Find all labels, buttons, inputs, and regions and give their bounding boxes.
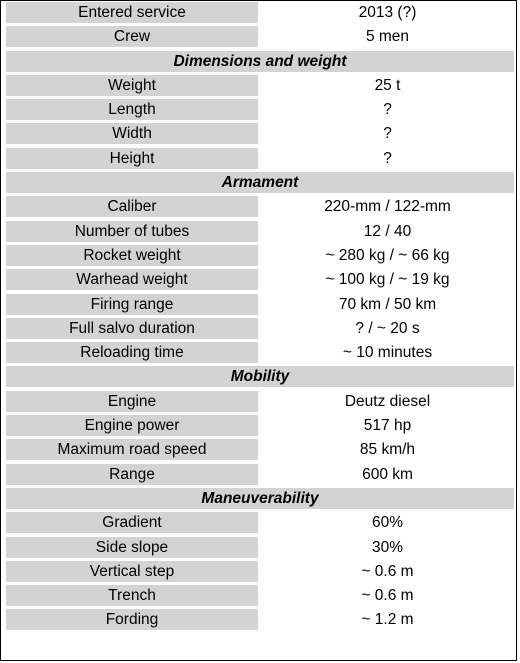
- row-value: 517 hp: [261, 415, 514, 436]
- table-row: [1, 583, 516, 607]
- row-value: ~ 10 minutes: [261, 342, 514, 363]
- row-value: 600 km: [261, 464, 514, 485]
- row-label: Caliber: [6, 196, 258, 217]
- row-label: Crew: [6, 26, 258, 47]
- row-value: ~ 100 kg / ~ 19 kg: [261, 269, 514, 290]
- table-row: [1, 194, 516, 218]
- row-label: Trench: [6, 585, 258, 606]
- table-row: [1, 389, 516, 413]
- section-title: Dimensions and weight: [6, 51, 514, 72]
- row-value: 2013 (?): [261, 2, 514, 23]
- row-value: ? / ~ 20 s: [261, 318, 514, 339]
- row-label: Fording: [6, 609, 258, 630]
- table-row: [1, 97, 516, 121]
- row-label: Warhead weight: [6, 269, 258, 290]
- table-row: [1, 510, 516, 534]
- row-value: ~ 0.6 m: [261, 585, 514, 606]
- row-label: Weight: [6, 75, 258, 96]
- table-row: [1, 607, 516, 631]
- row-value: ?: [261, 148, 514, 169]
- table-row: [1, 413, 516, 437]
- table-row: [1, 267, 516, 291]
- table-row: [1, 437, 516, 461]
- row-value: 5 men: [261, 26, 514, 47]
- row-value: 220-mm / 122-mm: [261, 196, 514, 217]
- row-value: 60%: [261, 512, 514, 533]
- row-value: 25 t: [261, 75, 514, 96]
- row-value: ?: [261, 99, 514, 120]
- row-value: ~ 1.2 m: [261, 609, 514, 630]
- row-value: 30%: [261, 537, 514, 558]
- row-label: Number of tubes: [6, 221, 258, 242]
- row-label: Reloading time: [6, 342, 258, 363]
- row-label: Rocket weight: [6, 245, 258, 266]
- section-header-row: [1, 364, 516, 388]
- table-row: [1, 340, 516, 364]
- section-title: Maneuverability: [6, 488, 514, 509]
- section-title: Mobility: [6, 366, 514, 387]
- row-label: Firing range: [6, 294, 258, 315]
- table-row: [1, 24, 516, 48]
- row-label: Length: [6, 99, 258, 120]
- table-row: [1, 219, 516, 243]
- row-label: Engine: [6, 391, 258, 412]
- table-row: [1, 559, 516, 583]
- row-label: Engine power: [6, 415, 258, 436]
- table-row: [1, 121, 516, 145]
- row-label: Vertical step: [6, 561, 258, 582]
- table-row: [1, 462, 516, 486]
- row-label: Side slope: [6, 537, 258, 558]
- row-label: Range: [6, 464, 258, 485]
- row-value: ~ 280 kg / ~ 66 kg: [261, 245, 514, 266]
- row-value: 12 / 40: [261, 221, 514, 242]
- row-value: 70 km / 50 km: [261, 294, 514, 315]
- specifications-table: [1, 0, 516, 632]
- section-header-row: [1, 486, 516, 510]
- section-header-row: [1, 49, 516, 73]
- row-value: ?: [261, 123, 514, 144]
- row-label: Maximum road speed: [6, 439, 258, 460]
- section-title: Armament: [6, 172, 514, 193]
- table-row: [1, 0, 516, 24]
- row-label: Entered service: [6, 2, 258, 23]
- row-label: Width: [6, 123, 258, 144]
- row-value: 85 km/h: [261, 439, 514, 460]
- row-value: Deutz diesel: [261, 391, 514, 412]
- table-row: [1, 292, 516, 316]
- section-header-row: [1, 170, 516, 194]
- table-row: [1, 243, 516, 267]
- row-label: Height: [6, 148, 258, 169]
- row-label: Full salvo duration: [6, 318, 258, 339]
- table-row: [1, 535, 516, 559]
- table-row: [1, 73, 516, 97]
- row-label: Gradient: [6, 512, 258, 533]
- row-value: ~ 0.6 m: [261, 561, 514, 582]
- table-row: [1, 316, 516, 340]
- table-row: [1, 146, 516, 170]
